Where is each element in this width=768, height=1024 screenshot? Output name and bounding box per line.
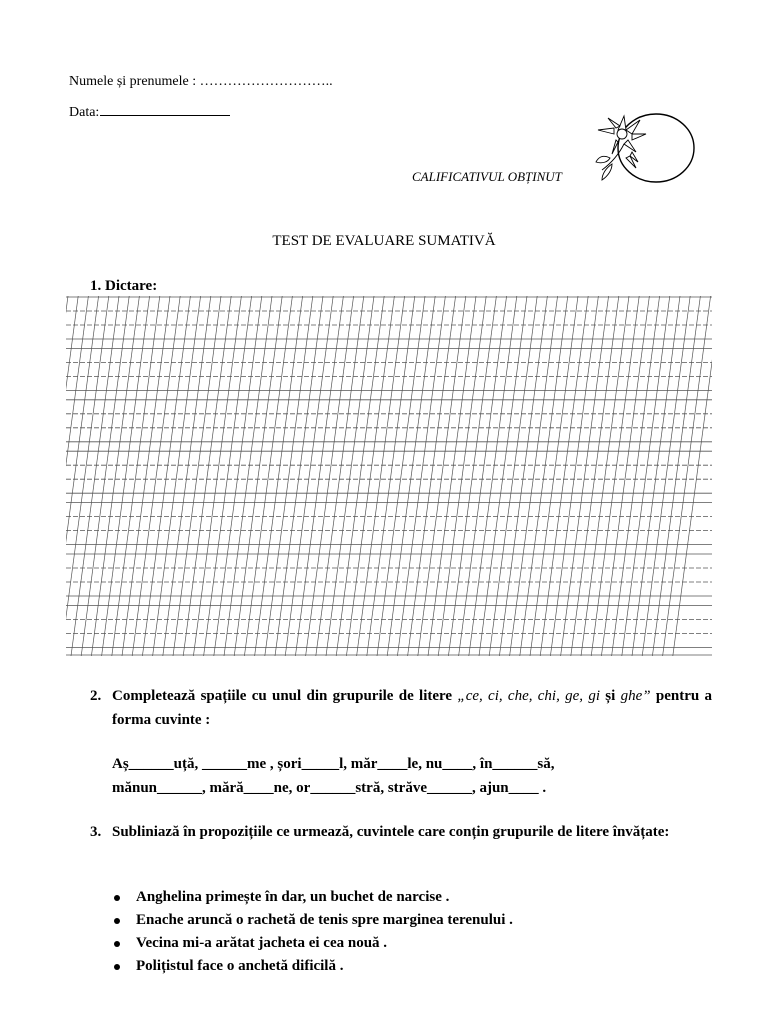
q2-instruction (112, 684, 712, 732)
grid-slant (550, 296, 598, 656)
grid-slant (122, 296, 170, 656)
grid-slant (367, 296, 415, 656)
grid-slant (193, 296, 241, 656)
sentence-text: Enache aruncă o rachetă de tenis spre marginea terenului . (136, 912, 513, 928)
grid-slant (112, 296, 160, 656)
grid-slant (438, 296, 486, 656)
grid-slant (459, 296, 507, 656)
q3-sentence-list (112, 886, 513, 978)
sentence-text: Vecina mi-a arătat jacheta ei cea nouă . (136, 935, 388, 951)
grid-slant (132, 296, 180, 656)
grid-slant (91, 296, 139, 656)
grid-slant (81, 296, 129, 656)
grid-slant (561, 296, 609, 656)
q2-words (112, 752, 712, 800)
grid-slant (346, 296, 394, 656)
grid-slant (326, 296, 374, 656)
list-item (112, 886, 513, 909)
bullet-icon (114, 895, 120, 901)
grid-slant (142, 296, 190, 656)
grid-slant (591, 296, 639, 656)
grid-slant (642, 296, 690, 656)
q2-and: și (600, 688, 621, 704)
q2-text-start: Completează spațiile cu unul din grupurile de litere (112, 688, 458, 704)
grid-slant (652, 296, 700, 656)
grid-slant (275, 296, 323, 656)
grid-slant (214, 296, 262, 656)
q2-block (90, 684, 712, 732)
grid-slant (448, 296, 496, 656)
q2-text-end: pentru a forma cuvinte : (112, 688, 713, 728)
q2-words-line-1: Aș______uță, ______me , șori_____l, măr____le, nu____, în______să, (112, 756, 555, 772)
bullet-icon (114, 941, 120, 947)
grid-slant (571, 296, 619, 656)
grid-slant (153, 296, 201, 656)
grid-slant (612, 296, 660, 656)
list-item (112, 909, 513, 932)
grid-slant (224, 296, 272, 656)
date-blank-line (100, 101, 230, 116)
grid-slant (428, 296, 476, 656)
q1-heading: 1. Dictare: (90, 278, 158, 294)
grid-slant (663, 296, 711, 656)
name-field-label: Numele și prenumele : ……………………….. (69, 74, 333, 89)
grid-slant (489, 296, 537, 656)
grid-slant (581, 296, 629, 656)
list-item (112, 955, 513, 978)
grid-slant (540, 296, 588, 656)
grid-slant (377, 296, 425, 656)
grid-slant (397, 296, 445, 656)
grid-slant (306, 296, 354, 656)
grid-slant (244, 296, 292, 656)
grid-slant (285, 296, 333, 656)
q3-number: 3. (90, 824, 102, 840)
grid-slant (601, 296, 649, 656)
grid-slant (530, 296, 578, 656)
q2-letter-groups-end: ghe” (620, 688, 651, 704)
grid-slant (510, 296, 558, 656)
grid-slant (499, 296, 547, 656)
grid-slant (479, 296, 527, 656)
grid-slant (71, 296, 119, 656)
q3-instruction: Subliniază în propozițiile ce urmează, cuvintele care conțin grupurile de litere învățate: (112, 824, 670, 840)
grid-slant (234, 296, 282, 656)
grid-slant (520, 296, 568, 656)
grid-slant (418, 296, 466, 656)
grid-slant (357, 296, 405, 656)
grid-slant (255, 296, 303, 656)
dictation-writing-grid (66, 296, 712, 656)
q3-block (90, 820, 712, 844)
grid-slant (316, 296, 364, 656)
grid-slant (163, 296, 211, 656)
grid-slant (622, 296, 670, 656)
date-field (69, 101, 230, 121)
sentence-text: Anghelina primește în dar, un buchet de narcise . (136, 889, 450, 905)
bullet-icon (114, 964, 120, 970)
q2-number: 2. (90, 688, 102, 704)
sentence-text: Polițistul face o anchetă dificilă . (136, 958, 344, 974)
grid-slant (387, 296, 435, 656)
flower-oval-decoration (588, 112, 698, 188)
grid-slant (469, 296, 517, 656)
grid-slant (204, 296, 252, 656)
grid-slant (66, 296, 109, 656)
date-label: Data: (69, 105, 100, 120)
q2-letter-groups: „ce, ci, che, chi, ge, gi (457, 688, 600, 704)
grid-slant (673, 296, 712, 656)
list-item (112, 932, 513, 955)
grid-slant (295, 296, 343, 656)
grade-label: CALIFICATIVUL OBȚINUT (412, 169, 562, 184)
page-title: TEST DE EVALUARE SUMATIVĂ (272, 233, 496, 249)
q2-words-line-2: mănun______, mără____ne, or______stră, străve______, ajun____ . (112, 780, 547, 796)
grid-slant (265, 296, 313, 656)
grid-slant (173, 296, 221, 656)
grid-slant (102, 296, 150, 656)
grid-slant (183, 296, 231, 656)
grid-slant (632, 296, 680, 656)
grid-slant (408, 296, 456, 656)
grid-slant (336, 296, 384, 656)
bullet-icon (114, 918, 120, 924)
